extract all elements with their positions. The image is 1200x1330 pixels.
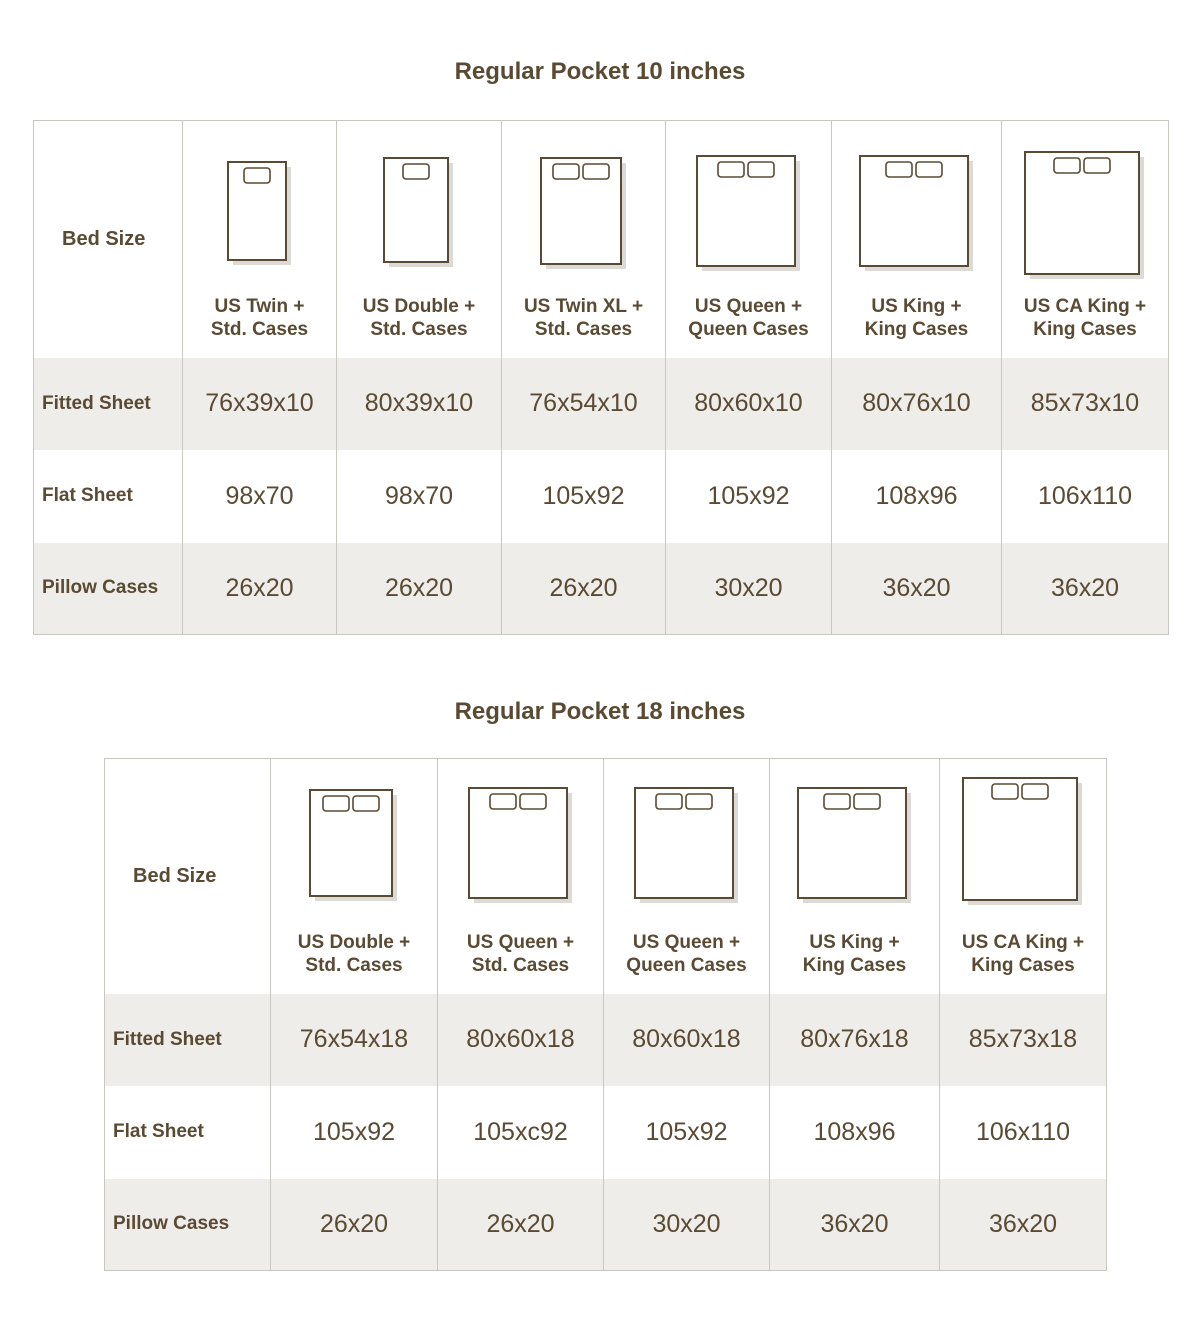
bed-size-name-line1: US Queen + [632, 932, 741, 954]
pillow-icon [992, 784, 1018, 799]
bed-size-column-header [438, 759, 604, 994]
size-chart-table [33, 120, 1169, 635]
ca-king-bed-icon [962, 777, 1084, 907]
pillow-icon [553, 164, 579, 179]
size-value-cell: 36x20 [1002, 543, 1169, 635]
size-value-cell: 105x92 [271, 1086, 438, 1179]
size-value-cell: 85x73x18 [940, 994, 1107, 1086]
size-value-cell: 106x110 [940, 1086, 1107, 1179]
size-value-cell: 105x92 [604, 1086, 770, 1179]
bed-size-name [183, 295, 336, 341]
bed-size-column-header [502, 121, 666, 358]
twin-xl-bed-icon [540, 157, 628, 271]
bed-size-name-line2: King Cases [802, 955, 907, 977]
size-value-cell: 80x76x18 [770, 994, 940, 1086]
size-value-cell: 76x54x10 [502, 358, 666, 450]
bed-size-name-line1: US CA King + [961, 932, 1085, 954]
bed-size-name [940, 931, 1106, 977]
size-value-cell: 36x20 [770, 1179, 940, 1271]
size-value-cell: 30x20 [666, 543, 832, 635]
size-value-cell: 98x70 [337, 450, 502, 543]
bed-size-name [438, 931, 603, 977]
bed-size-column-header [337, 121, 502, 358]
size-value-cell: 80x60x18 [438, 994, 604, 1086]
pillow-icon [748, 162, 774, 177]
bed-size-column-header [183, 121, 337, 358]
size-value-cell: 108x96 [770, 1086, 940, 1179]
pillow-icon [1054, 158, 1080, 173]
bed-size-column-header [940, 759, 1107, 994]
pillow-icon [583, 164, 609, 179]
pillow-icon [490, 794, 516, 809]
bed-size-name-line2: Queen Cases [688, 319, 809, 341]
bed-size-name-line1: US King + [871, 296, 962, 318]
size-value-cell: 80x60x18 [604, 994, 770, 1086]
size-value-cell: 106x110 [1002, 450, 1169, 543]
row-label: Fitted Sheet [34, 358, 183, 450]
bed-size-name-line2: King Cases [1033, 319, 1137, 341]
size-value-cell: 76x54x18 [271, 994, 438, 1086]
pillow-icon [1084, 158, 1110, 173]
double-bed-icon [309, 789, 399, 903]
bed-size-name-line1: US Double + [362, 296, 476, 318]
bed-size-column-header [1002, 121, 1169, 358]
size-value-cell: 105x92 [666, 450, 832, 543]
size-value-cell: 36x20 [832, 543, 1002, 635]
pillow-icon [323, 796, 349, 811]
bed-size-name-line1: US Queen + [466, 932, 575, 954]
bed-size-column-header [832, 121, 1002, 358]
bed-size-name-line2: Std. Cases [370, 319, 468, 341]
bed-size-name [502, 295, 665, 341]
pillow-icon [886, 162, 912, 177]
size-value-cell: 80x76x10 [832, 358, 1002, 450]
pillow-icon [656, 794, 682, 809]
queen-bed-icon [468, 787, 574, 905]
bed-size-label: Bed Size [105, 759, 271, 994]
bed-size-name-line2: Std. Cases [471, 955, 570, 977]
bed-size-name-line2: King Cases [971, 955, 1075, 977]
size-value-cell: 36x20 [940, 1179, 1107, 1271]
size-chart-table [104, 758, 1107, 1271]
bed-size-name-line1: US King + [809, 932, 900, 954]
size-value-cell: 26x20 [271, 1179, 438, 1271]
size-value-cell: 80x60x10 [666, 358, 832, 450]
twin-bed-icon [227, 161, 293, 267]
bed-size-name [271, 931, 437, 977]
row-label: Flat Sheet [105, 1086, 271, 1179]
pillow-icon [1022, 784, 1048, 799]
row-label: Fitted Sheet [105, 994, 271, 1086]
double-bed-icon [383, 157, 455, 269]
bed-size-column-header [604, 759, 770, 994]
size-value-cell: 98x70 [183, 450, 337, 543]
size-value-cell: 26x20 [502, 543, 666, 635]
size-value-cell: 85x73x10 [1002, 358, 1169, 450]
bed-size-name-line1: US CA King + [1023, 296, 1147, 318]
size-value-cell: 108x96 [832, 450, 1002, 543]
bed-size-column-header [770, 759, 940, 994]
bed-size-name [666, 295, 831, 341]
queen-bed-icon [696, 155, 802, 273]
bed-size-name-line2: Std. Cases [305, 955, 403, 977]
king-bed-icon [859, 155, 975, 273]
pillow-icon [520, 794, 546, 809]
bed-size-name-line1: US Double + [297, 932, 411, 954]
bed-size-column-header [666, 121, 832, 358]
bed-size-name-line2: Std. Cases [210, 319, 309, 341]
row-label: Pillow Cases [34, 543, 183, 635]
size-value-cell: 76x39x10 [183, 358, 337, 450]
row-label: Pillow Cases [105, 1179, 271, 1271]
bed-size-name [604, 931, 769, 977]
king-bed-icon [797, 787, 913, 905]
ca-king-bed-icon [1024, 151, 1146, 281]
table-title: Regular Pocket 18 inches [454, 698, 746, 725]
bed-size-name-line1: US Queen + [694, 296, 803, 318]
size-value-cell: 30x20 [604, 1179, 770, 1271]
bed-size-name-line2: King Cases [864, 319, 969, 341]
bed-size-column-header [271, 759, 438, 994]
size-value-cell: 26x20 [438, 1179, 604, 1271]
bed-size-name-line2: Std. Cases [534, 319, 633, 341]
pillow-icon [718, 162, 744, 177]
bed-size-name [832, 295, 1001, 341]
queen-bed-icon [634, 787, 740, 905]
pillow-icon [916, 162, 942, 177]
row-label: Flat Sheet [34, 450, 183, 543]
size-value-cell: 105xc92 [438, 1086, 604, 1179]
bed-size-label: Bed Size [34, 121, 183, 358]
pillow-icon [244, 168, 270, 183]
bed-size-name-line1: US Twin + [214, 296, 305, 318]
pillow-icon [686, 794, 712, 809]
bed-size-name-line2: Queen Cases [626, 955, 747, 977]
pillow-icon [824, 794, 850, 809]
size-value-cell: 80x39x10 [337, 358, 502, 450]
table-title: Regular Pocket 10 inches [454, 58, 746, 85]
pillow-icon [854, 794, 880, 809]
bed-size-name [337, 295, 501, 341]
size-value-cell: 105x92 [502, 450, 666, 543]
pillow-icon [353, 796, 379, 811]
bed-size-name [1002, 295, 1168, 341]
pillow-icon [403, 164, 429, 179]
size-value-cell: 26x20 [337, 543, 502, 635]
bed-size-name-line1: US Twin XL + [523, 296, 644, 318]
bed-size-name [770, 931, 939, 977]
size-value-cell: 26x20 [183, 543, 337, 635]
